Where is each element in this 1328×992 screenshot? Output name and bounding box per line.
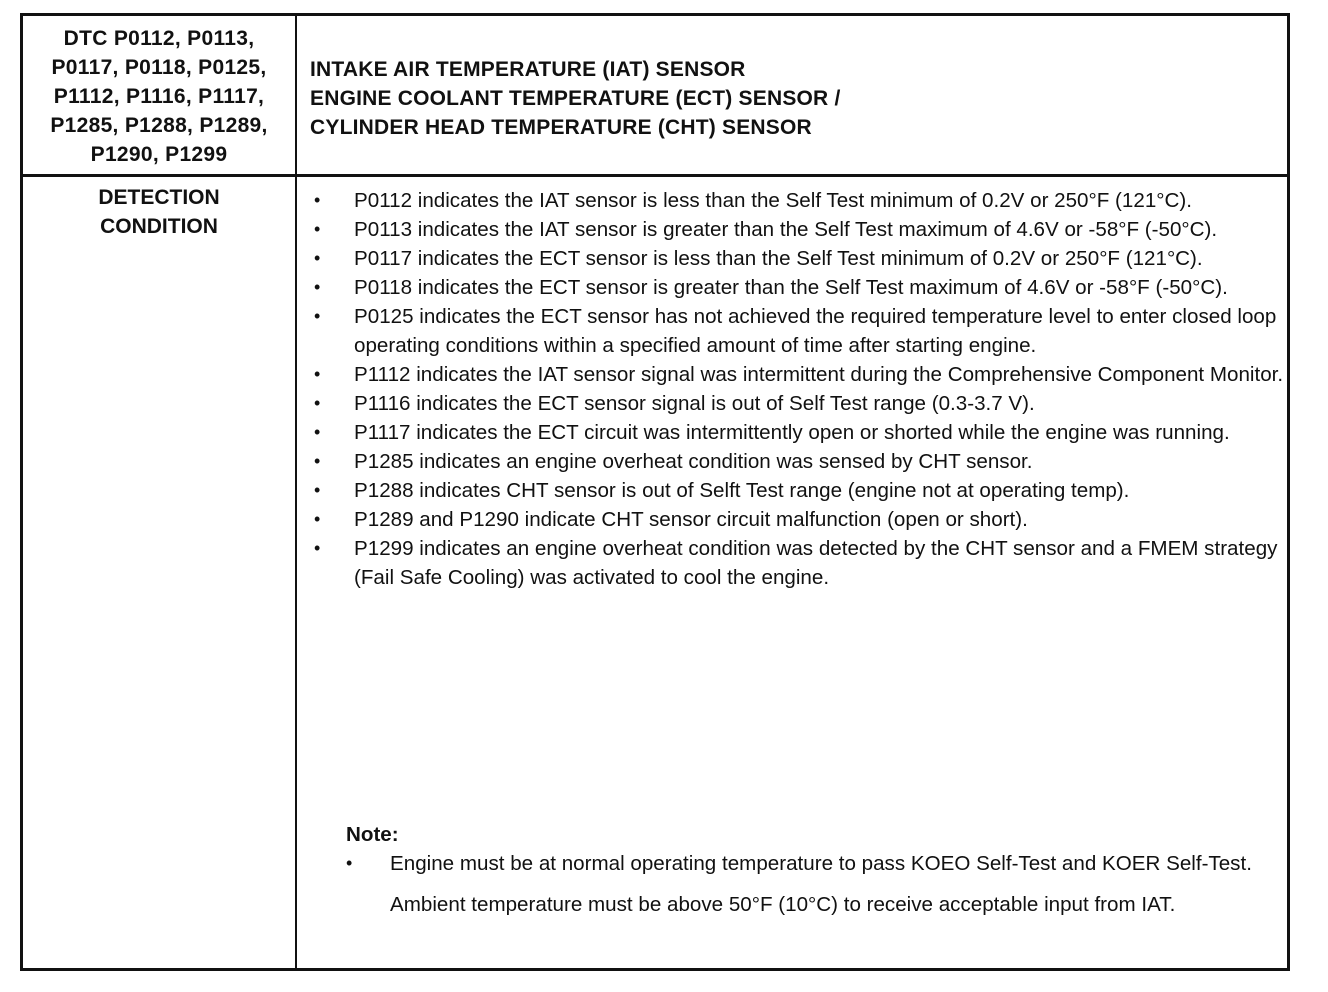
condition-text: P1116 indicates the ECT sensor signal is out of Self Test range (0.3-3.7 V). (354, 392, 1035, 415)
bullet-icon: • (314, 364, 321, 384)
condition-text: P1288 indicates CHT sensor is out of Selft Test range (engine not at operating temp). (354, 479, 1130, 502)
dtc-code-line: DTC P0112, P0113, (63, 27, 255, 50)
list-item (306, 534, 1286, 592)
condition-text: P0118 indicates the ECT sensor is greater than the Self Test maximum of 4.6V or -58°F (-50°C). (354, 276, 1228, 299)
list-item (306, 186, 1286, 215)
bullet-icon: • (314, 509, 321, 529)
condition-text: P1285 indicates an engine overheat condition was sensed by CHT sensor. (354, 450, 1033, 473)
dtc-code-list (23, 24, 295, 169)
list-item (306, 273, 1286, 302)
condition-text: P1112 indicates the IAT sensor signal was intermittent during the Comprehensive Component Monitor. (354, 363, 1284, 386)
sensor-title (310, 55, 841, 142)
note-extra-text: Ambient temperature must be above 50°F (10°C) to receive acceptable input from IAT. (390, 893, 1176, 916)
bullet-icon: • (314, 451, 321, 471)
list-item (306, 244, 1286, 273)
dtc-reference-table (20, 13, 1290, 971)
bullet-icon: • (314, 248, 321, 268)
dtc-code-line: P1290, P1299 (90, 143, 228, 166)
sensor-title-line: CYLINDER HEAD TEMPERATURE (CHT) SENSOR (310, 116, 812, 139)
condition-text: P0117 indicates the ECT sensor is less than the Self Test minimum of 0.2V or 250°F (121°C). (354, 247, 1203, 270)
list-item (306, 389, 1286, 418)
list-item (306, 360, 1286, 389)
sensor-title-line: ENGINE COOLANT TEMPERATURE (ECT) SENSOR / (310, 87, 841, 110)
detection-condition-list (306, 186, 1286, 592)
row-divider (23, 174, 1287, 177)
detection-condition-label (23, 183, 295, 241)
list-item (306, 505, 1286, 534)
bullet-icon: • (314, 480, 321, 500)
bullet-icon: • (314, 277, 321, 297)
note-block (346, 820, 1286, 919)
bullet-icon: • (314, 190, 321, 210)
note-item (346, 849, 1286, 878)
sensor-title-line: INTAKE AIR TEMPERATURE (IAT) SENSOR (310, 58, 746, 81)
list-item (306, 215, 1286, 244)
bullet-icon: • (346, 853, 353, 873)
condition-text: P1289 and P1290 indicate CHT sensor circuit malfunction (open or short). (354, 508, 1028, 531)
list-item (306, 302, 1286, 360)
note-text: Engine must be at normal operating temperature to pass KOEO Self-Test and KOER Self-Test. (390, 852, 1252, 875)
condition-text: P0113 indicates the IAT sensor is greater than the Self Test maximum of 4.6V or -58°F (-50°C). (354, 218, 1218, 241)
column-divider (295, 16, 297, 968)
dtc-code-line: P1112, P1116, P1117, (53, 85, 265, 108)
note-label: Note: (346, 823, 399, 846)
bullet-icon: • (314, 538, 321, 558)
condition-text: P0125 indicates the ECT sensor has not achieved the required temperature level to enter closed loop operating conditions within a specified amount of time after starting engine. (354, 305, 1277, 357)
condition-text: P0112 indicates the IAT sensor is less than the Self Test minimum of 0.2V or 250°F (121°C). (354, 189, 1192, 212)
list-item (306, 418, 1286, 447)
list-item (306, 476, 1286, 505)
condition-text: P1117 indicates the ECT circuit was intermittently open or shorted while the engine was running. (354, 421, 1230, 444)
list-item (306, 447, 1286, 476)
dtc-code-line: P1285, P1288, P1289, (50, 114, 268, 137)
bullet-icon: • (314, 393, 321, 413)
bullet-icon: • (314, 306, 321, 326)
section-label-line: DETECTION (98, 186, 220, 209)
dtc-code-line: P0117, P0118, P0125, (51, 56, 267, 79)
bullet-icon: • (314, 422, 321, 442)
bullet-icon: • (314, 219, 321, 239)
condition-text: P1299 indicates an engine overheat condition was detected by the CHT sensor and a FMEM strategy (Fail Safe Cooling) was activated to cool the engine. (354, 537, 1278, 589)
section-label-line: CONDITION (100, 215, 218, 238)
